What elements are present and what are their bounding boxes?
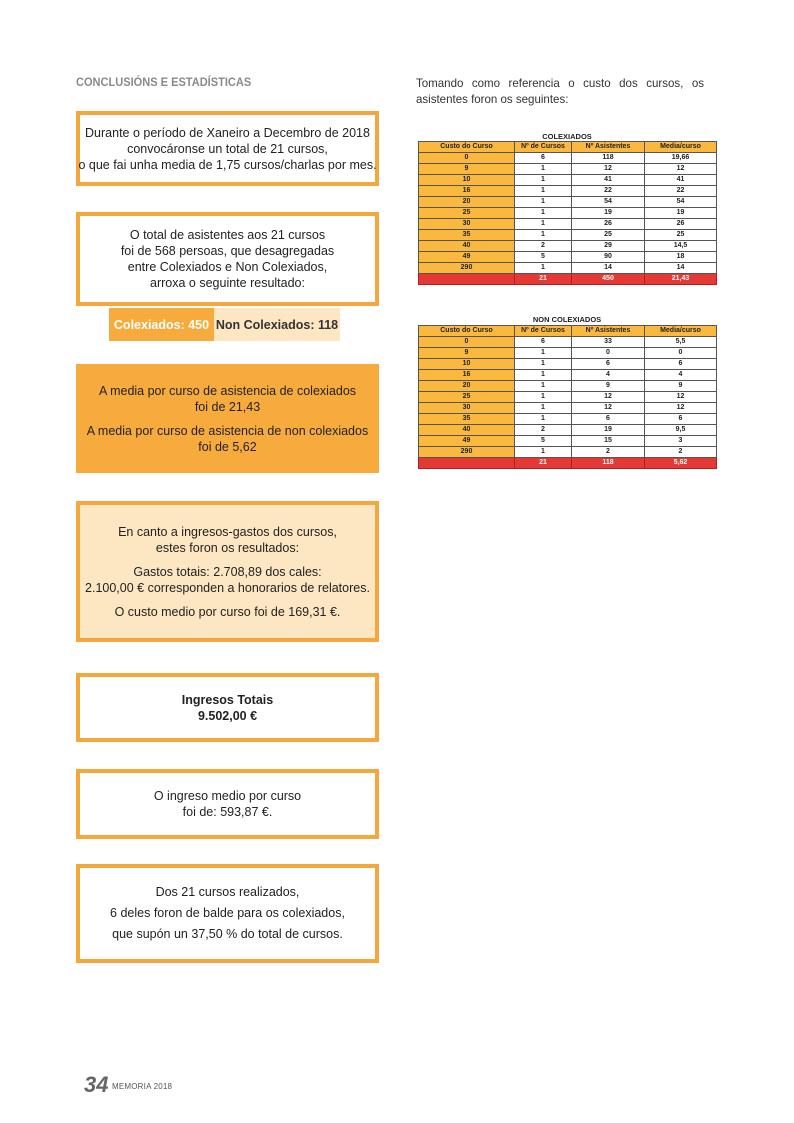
table-cell: 4 [645,370,717,381]
table-cell: 6 [515,153,572,164]
box1-line: convocáronse un total de 21 cursos, [127,141,328,156]
table-total-row [419,458,717,469]
table-cell: 54 [645,197,717,208]
table-cell: 25 [419,208,515,219]
box4-line: O custo medio por curso foi de 169,31 €. [114,604,341,619]
table-cell: 9,5 [645,425,717,436]
box3-line: foi de 21,43 [194,399,261,414]
table-cell: 9 [645,381,717,392]
total-income-title: Ingresos Totais [181,692,274,707]
table-cell: 54 [572,197,645,208]
table-cell: 25 [419,392,515,403]
table-row [419,414,717,425]
table-cell: 290 [419,447,515,458]
total-cell: 450 [572,274,645,285]
table-cell: 16 [419,370,515,381]
table-cell: 6 [645,359,717,370]
table-cell: 0 [572,348,645,359]
box3-line: A media por curso de asistencia de colexiados [98,383,357,398]
colexiados-table [418,141,717,285]
total-cell: 21 [515,274,572,285]
table-row [419,186,717,197]
table-cell: 0 [645,348,717,359]
table-cell: 5 [515,252,572,263]
table-cell: 2 [515,425,572,436]
attendees-summary-box [76,212,379,306]
box3-line: A media por curso de asistencia de non colexiados [86,423,369,438]
table-row [419,175,717,186]
header-cell: Custo do Curso [419,326,515,337]
table-row [419,164,717,175]
table-cell: 12 [572,164,645,175]
table-cell: 1 [515,414,572,425]
table-cell: 1 [515,447,572,458]
box1-line: o que fai unha media de 1,75 cursos/charlas por mes. [78,157,377,172]
table-header-row [419,326,717,337]
table-cell: 20 [419,381,515,392]
table-row [419,425,717,436]
table-cell: 1 [515,230,572,241]
table-row [419,230,717,241]
box3-line: foi de 5,62 [198,439,257,454]
header-cell: Nº de Cursos [515,142,572,153]
table-cell: 41 [645,175,717,186]
page-number: 34 [84,1072,109,1097]
table-cell: 25 [645,230,717,241]
box4-line: 2.100,00 € corresponden a honorarios de relatores. [85,580,370,595]
table-cell: 22 [572,186,645,197]
box1-line: Durante o período de Xaneiro a Decembro de 2018 [85,125,370,140]
total-income-box [76,673,379,742]
table-cell: 26 [572,219,645,230]
table-row [419,348,717,359]
table-cell: 1 [515,219,572,230]
table-cell: 16 [419,186,515,197]
table-cell: 19 [645,208,717,219]
table-cell: 6 [572,359,645,370]
box2-line: foi de 568 persoas, que desagregadas [120,244,335,258]
table-cell: 9 [572,381,645,392]
table-row [419,263,717,274]
table-cell: 4 [572,370,645,381]
attendees-split-legend [109,308,340,341]
footer-label: MEMORIA 2018 [112,1082,173,1091]
table-row [419,252,717,263]
table-row [419,197,717,208]
header-cell: Media/curso [645,326,717,337]
table-cell: 19 [572,425,645,436]
table-cell: 20 [419,197,515,208]
table-row [419,208,717,219]
table-total-row [419,274,717,285]
table-cell: 14 [572,263,645,274]
total-cell: 5,62 [645,458,717,469]
box7-line: que supón un 37,50 % do total de cursos. [112,927,343,941]
table-row [419,153,717,164]
box6-line: O ingreso medio por curso [153,789,302,803]
total-cell [419,274,515,285]
table-cell: 49 [419,436,515,447]
table-cell: 12 [645,392,717,403]
box7-line: 6 deles foron de balde para os colexiados, [110,906,345,920]
box2-line: entre Colexiados e Non Colexiados, [127,260,328,274]
box4-line: En canto a ingresos-gastos dos cursos, [118,524,337,539]
table-cell: 19,66 [645,153,717,164]
total-income-value: 9.502,00 € [197,708,258,723]
header-cell: Media/curso [645,142,717,153]
table-cell: 9 [419,164,515,175]
table-row [419,403,717,414]
table-cell: 29 [572,241,645,252]
table-cell: 1 [515,403,572,414]
table-cell: 6 [645,414,717,425]
table-cell: 0 [419,153,515,164]
table-row [419,337,717,348]
total-cell [419,458,515,469]
table-cell: 14 [645,263,717,274]
table-row [419,359,717,370]
table-cell: 30 [419,403,515,414]
table-cell: 2 [645,447,717,458]
table-cell: 12 [645,403,717,414]
free-courses-box [76,864,379,963]
non-colexiados-table [418,325,717,469]
attendance-average-box [76,364,379,473]
table-cell: 2 [515,241,572,252]
table-cell: 12 [572,392,645,403]
table-cell: 1 [515,208,572,219]
table-cell: 22 [645,186,717,197]
total-cell: 21,43 [645,274,717,285]
intro-text: Tomando como referencia o custo dos cursos, os asistentes foron os seguintes: [416,76,704,106]
table-cell: 33 [572,337,645,348]
table-cell: 49 [419,252,515,263]
average-income-box [76,769,379,839]
table-cell: 14,5 [645,241,717,252]
table-row [419,241,717,252]
table-cell: 1 [515,348,572,359]
table-cell: 30 [419,219,515,230]
table-cell: 0 [419,337,515,348]
table-header-row [419,142,717,153]
table-cell: 12 [645,164,717,175]
header-cell: Nº de Cursos [515,326,572,337]
total-cell: 21 [515,458,572,469]
table-cell: 1 [515,359,572,370]
table-row [419,392,717,403]
table-cell: 9 [419,348,515,359]
table-cell: 19 [572,208,645,219]
table-cell: 25 [572,230,645,241]
income-expenses-box [76,501,379,642]
colexiados-table-title: COLEXIADOS [542,132,592,141]
table-cell: 6 [515,337,572,348]
header-cell: Nº Asistentes [572,326,645,337]
table-cell: 1 [515,263,572,274]
table-cell: 18 [645,252,717,263]
box7-line: Dos 21 cursos realizados, [155,885,300,899]
table-cell: 1 [515,164,572,175]
table-cell: 5,5 [645,337,717,348]
table-cell: 1 [515,381,572,392]
box2-line: arroxa o seguinte resultado: [150,276,305,290]
total-cell: 118 [572,458,645,469]
non-colexiados-count: Non Colexiados: 118 [214,308,340,341]
header-cell: Custo do Curso [419,142,515,153]
table-row [419,219,717,230]
table-cell: 1 [515,370,572,381]
table-row [419,436,717,447]
table-cell: 1 [515,186,572,197]
table-cell: 6 [572,414,645,425]
table-cell: 10 [419,359,515,370]
box2-line: O total de asistentes aos 21 cursos [129,228,326,242]
table-cell: 12 [572,403,645,414]
table-row [419,370,717,381]
table-cell: 35 [419,230,515,241]
table-cell: 1 [515,175,572,186]
table-cell: 2 [572,447,645,458]
table-cell: 1 [515,392,572,403]
table-cell: 26 [645,219,717,230]
non-colexiados-table-title: NON COLEXIADOS [532,315,602,324]
table-row [419,447,717,458]
table-cell: 1 [515,197,572,208]
box4-line: Gastos totais: 2.708,89 dos cales: [133,564,322,579]
table-cell: 290 [419,263,515,274]
table-cell: 3 [645,436,717,447]
table-cell: 90 [572,252,645,263]
box4-line: estes foron os resultados: [155,540,300,555]
header-cell: Nº Asistentes [572,142,645,153]
table-cell: 35 [419,414,515,425]
table-cell: 40 [419,425,515,436]
box6-line: foi de: 593,87 €. [182,805,273,819]
colexiados-count: Colexiados: 450 [109,308,214,341]
table-cell: 41 [572,175,645,186]
table-row [419,381,717,392]
table-cell: 5 [515,436,572,447]
courses-summary-box [76,111,379,186]
table-cell: 40 [419,241,515,252]
section-heading: CONCLUSIÓNS E ESTADÍSTICAS [76,75,252,89]
table-cell: 10 [419,175,515,186]
table-cell: 118 [572,153,645,164]
table-cell: 15 [572,436,645,447]
